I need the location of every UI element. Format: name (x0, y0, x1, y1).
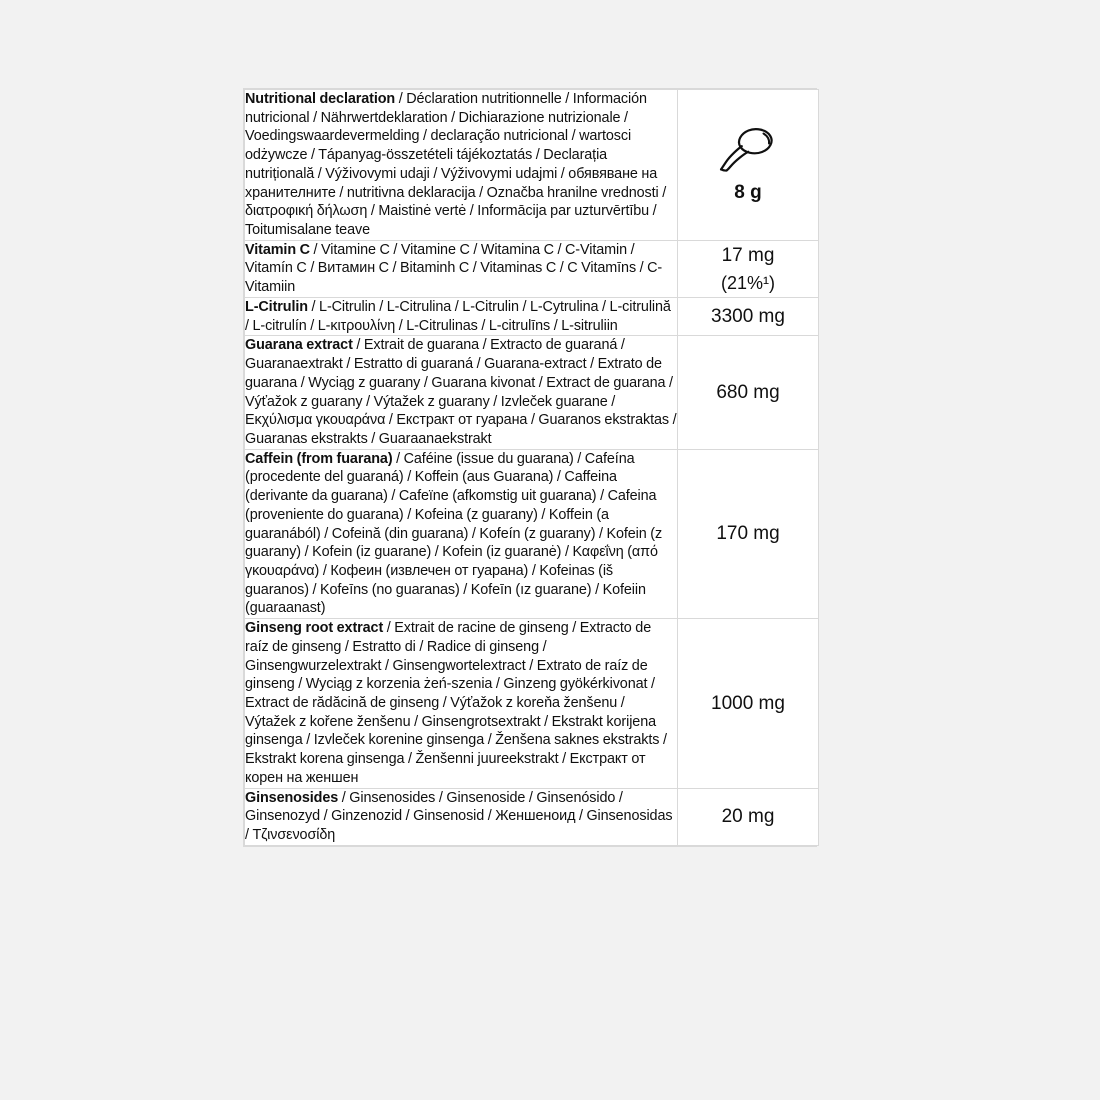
value-main: 170 mg (716, 523, 780, 545)
row-translations: / Caféine (issue du guarana) / Cafeína (procedente del guaraná) / Koffein (aus Guarana) / Caffeina (derivante da guarana) / Cafeïne (afkomstig uit guarana) / Cafeina (proveniente do guarana) / Kofeina (z guarany) / Koffein (a guaranából) / Cofeină (din guarana) / Kofeín (z guarany) / Kofein (z guarany) / Kofein (iz guarane) / Kofein (iz guaranė) / Καφεΐνη (από γκουαράνα) / Кофеин (извлечен от гуарана) / Kofeinas (iš guaranos) / Kofeīns (no guaranas) / Kofeīn (ız guarane) / Kofeiin (guaraanast) (245, 450, 663, 617)
row-label-nutritional-declaration (245, 90, 678, 241)
row-translations: / Extrait de racine de ginseng / Extracto de raíz de ginseng / Estratto di / Radice di ginseng / Ginsengwurzelextrakt / Ginsengwortelextract / Extrato de raíz de ginseng / Wyciąg z korzenia żeń-szenia / Ginzeng gyökérkivonat / Extract de rădăcină de ginseng / Výťažok z koreňa ženšenu / Výtažek z kořene ženšenu / Ginsengrotsextrakt / Ekstrakt korijena ginsenga / Izvleček korenine ginsenga / Ženšena saknes ekstrakts / Ekstrakt korena ginsenga / Ženšenni juureekstrakt / Екстракт от корен на женшен (245, 620, 667, 786)
table-row (245, 297, 819, 335)
row-name: L-Citrulin (245, 298, 308, 315)
table-row (245, 90, 819, 241)
row-value-guarana-extract (678, 336, 819, 449)
row-label-vitamin-c (245, 240, 678, 297)
row-translations: / L-Citrulin / L-Citrulina / L-Citrulin / L-Cytrulina / L-citrulină / L-citrulín / L-κιτρουλίνη / L-Citrulinas / L-citrulīns / L-sitruliin (245, 298, 671, 334)
row-name: Vitamin C (245, 241, 310, 258)
row-translations: / Ginsenosides / Ginsenoside / Ginsenósido / Ginsenozyd / Ginzenozid / Ginsenosid / Женшеноид / Ginsenosidas / Τζινσενοσίδη (245, 789, 673, 844)
table-row (245, 619, 819, 788)
row-value-l-citrulin (678, 297, 819, 335)
value-main: 1000 mg (711, 692, 785, 714)
value-percent: (21%¹) (720, 272, 775, 293)
row-value-ginseng-root-extract (678, 619, 819, 788)
table-row (245, 336, 819, 449)
table-row (245, 449, 819, 618)
row-name: Ginsenosides (245, 789, 339, 806)
row-name: Caffein (from fuarana) (245, 450, 393, 467)
row-name: Nutritional declaration (245, 91, 396, 107)
row-translations: / Déclaration nutritionnelle / Información nutricional / Nährwertdeklaration / Dichiarazione nutrizionale / Voedingswaardevermelding / declaração nutricional / wartosci odżywcze / Tápanyag-összetételi tájékoztatás / Declarația nutrițională / Výživovymi udaji / Výživovymi udajmi / обявяване на хранителните / nutritivna deklaracija / Označba hranilne vrednosti / διατροφική δήλωση / Maistinė vertė / Informācija par uzturvērtību / Toitumisalane teave (245, 91, 667, 239)
table-row (245, 240, 819, 297)
row-translations: / Extrait de guarana / Extracto de guaraná / Guaranaextrakt / Estratto di guaraná / Guarana-extract / Extrato de guarana / Wyciąg z guarany / Guarana kivonat / Extract de guarana / Výťažok z guarany / Výtažek z guarany / Izvleček guarane / Εκχύλισμα γκουαράνα / Екстракт от гуарана / Guaranos ekstraktas / Guaranas ekstrakts / Guaraanaekstrakt (245, 337, 677, 447)
nutrition-table-panel (243, 88, 817, 847)
nutritional-declaration-table (244, 89, 819, 846)
row-label-guarana-extract (245, 336, 678, 449)
table-row (245, 788, 819, 845)
serving-amount: 8 g (734, 181, 762, 203)
row-label-l-citrulin (245, 297, 678, 335)
value-main: 20 mg (721, 805, 775, 827)
serving-size-cell (678, 90, 819, 241)
value-main: 17 mg (721, 244, 775, 266)
row-label-caffein (245, 449, 678, 618)
row-translations: / Vitamine C / Vitamine C / Witamina C / C-Vitamin / Vitamín C / Витамин C / Bitaminh C / Vitaminas C / C Vitamīns / C-Vitamiin (245, 241, 663, 296)
row-name: Ginseng root extract (245, 620, 384, 637)
row-value-ginsenosides (678, 788, 819, 845)
scoop-icon (717, 126, 779, 172)
row-name: Guarana extract (245, 337, 353, 354)
row-value-vitamin-c (678, 240, 819, 297)
row-label-ginseng-root-extract (245, 619, 678, 788)
value-main: 3300 mg (711, 305, 785, 327)
row-value-caffein (678, 449, 819, 618)
value-main: 680 mg (716, 381, 780, 403)
row-label-ginsenosides (245, 788, 678, 845)
